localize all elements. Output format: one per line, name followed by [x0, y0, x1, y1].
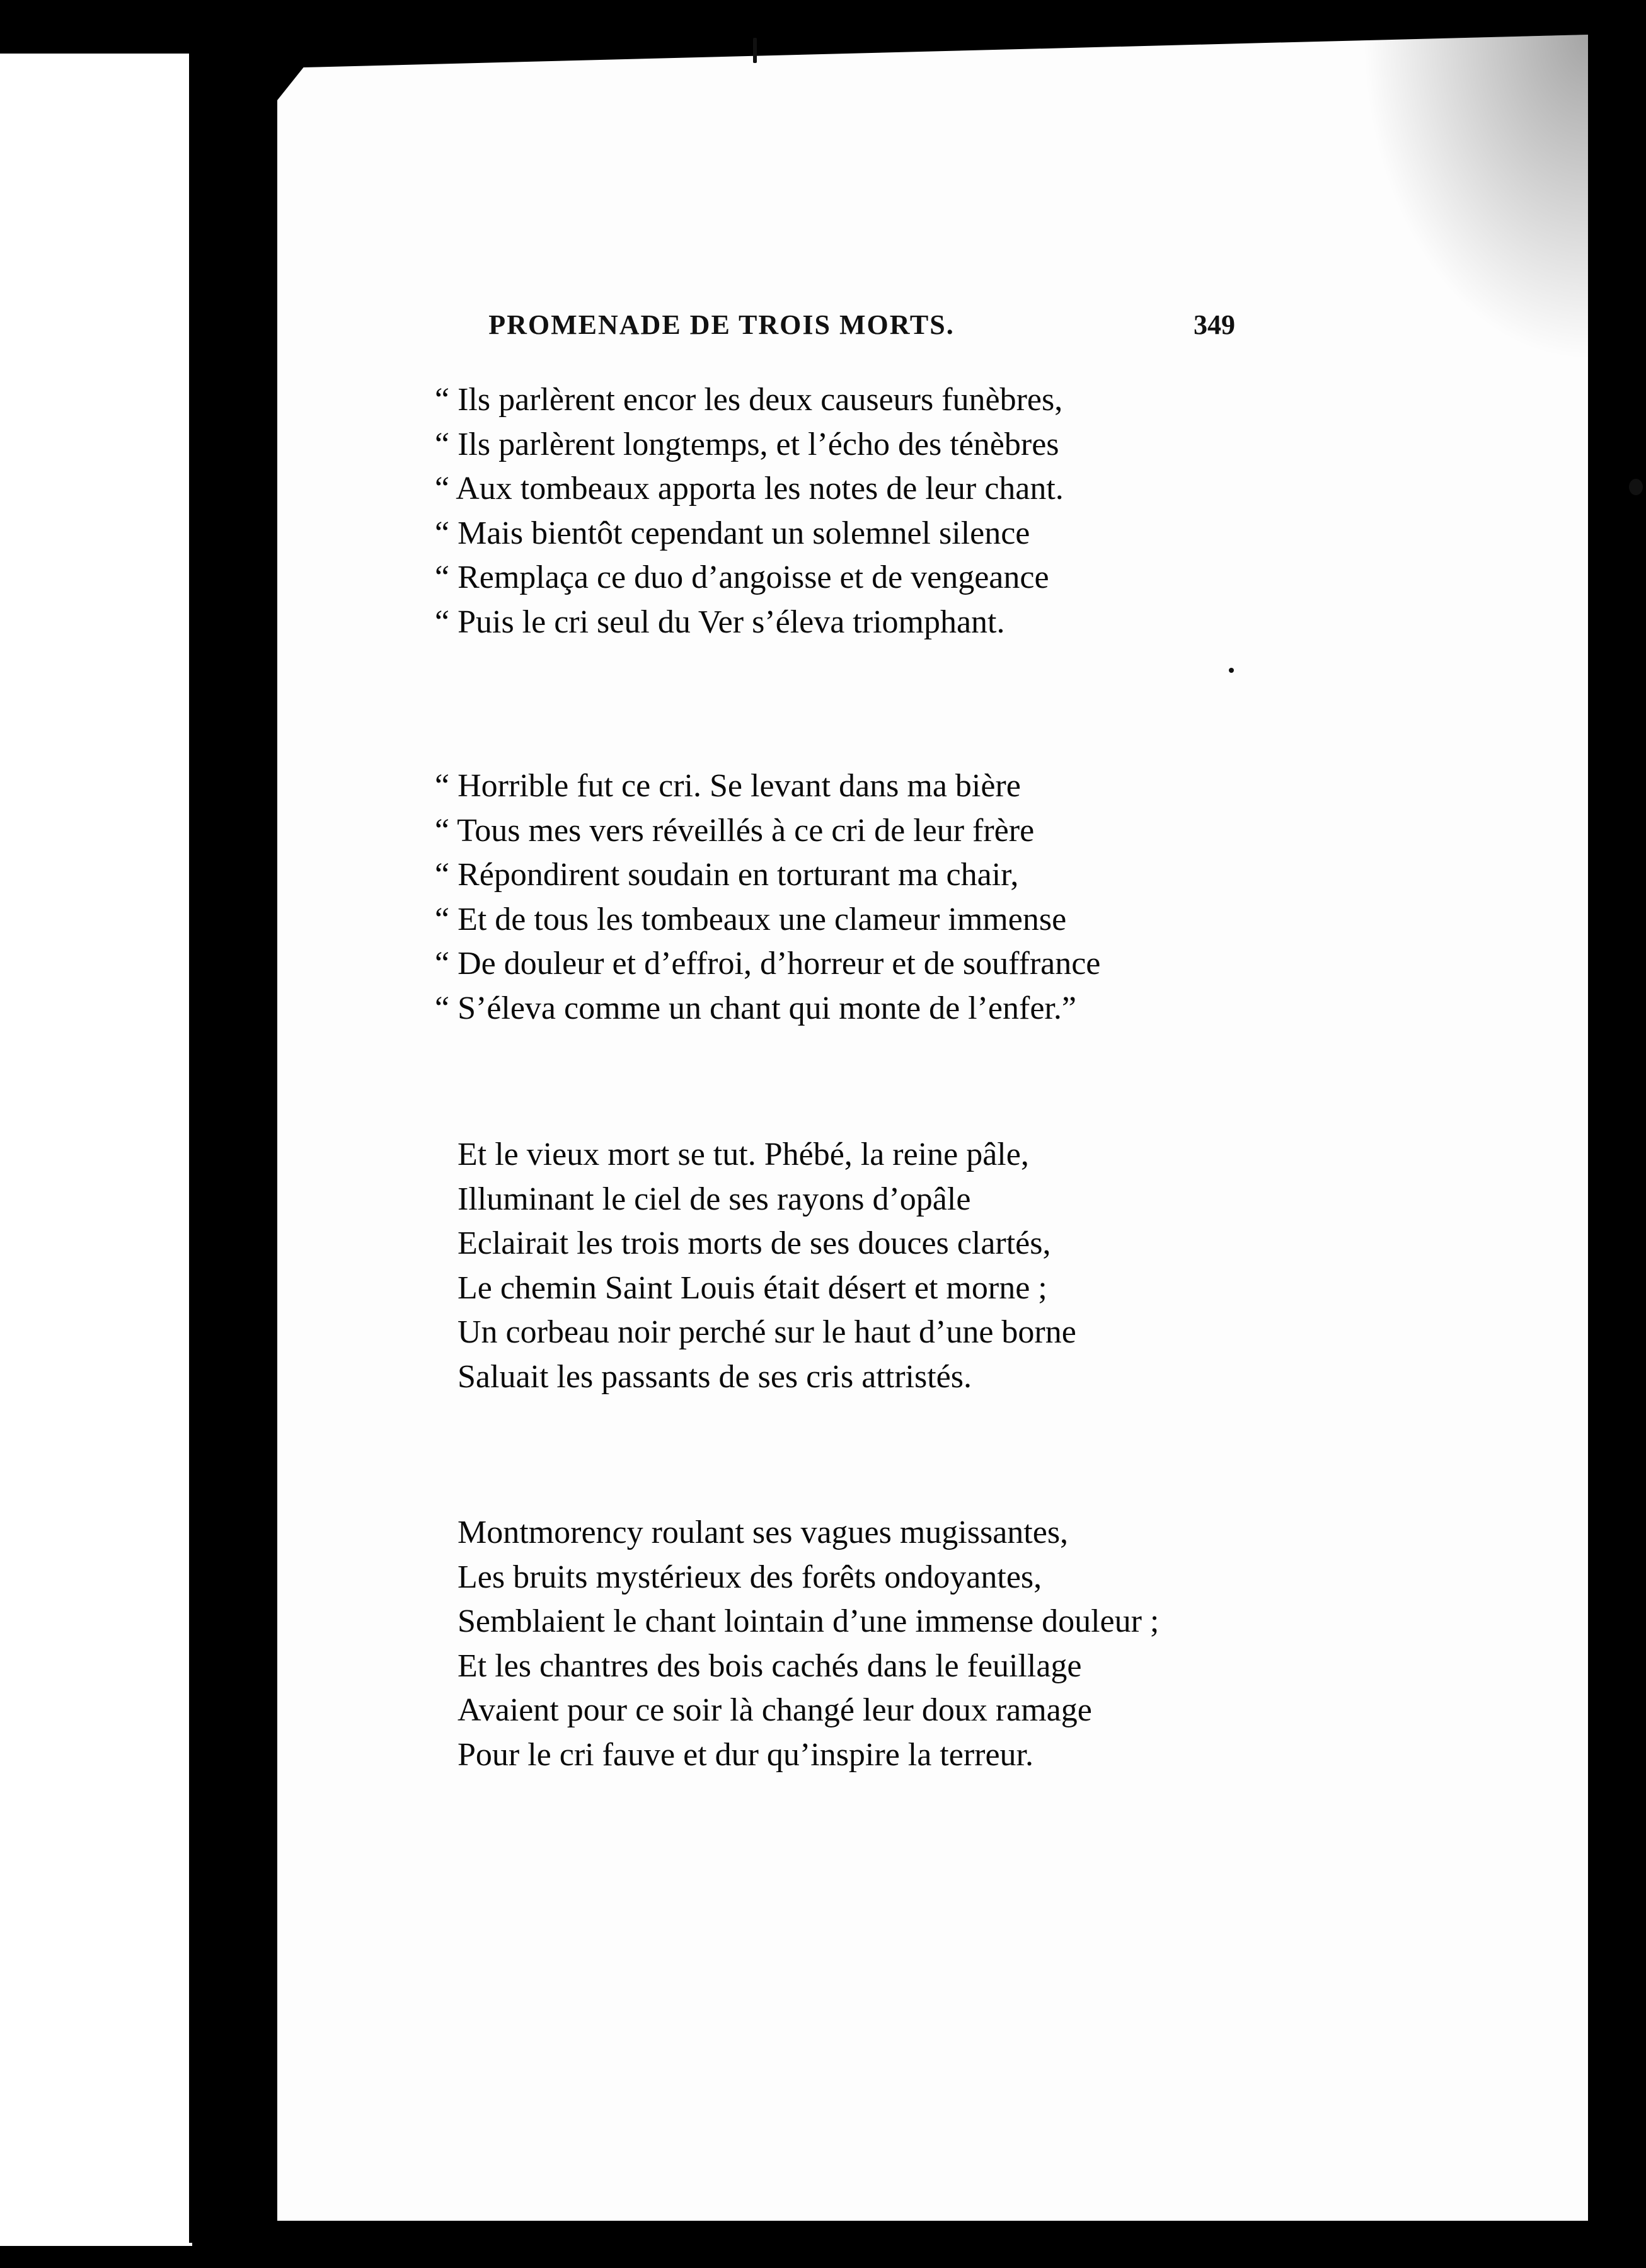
- ink-speck: [1629, 479, 1643, 495]
- stanza: [435, 378, 1064, 644]
- verse-line: “ Mais bientôt cependant un solemnel silence: [435, 515, 1030, 551]
- verse-line: “ Et de tous les tombeaux une clameur immense: [435, 901, 1067, 937]
- verse-line: “ Ils parlèrent longtemps, et l’écho des ténèbres: [435, 426, 1059, 462]
- verse-line: “ Horrible fut ce cri. Se levant dans ma bière: [435, 768, 1021, 804]
- stanza: [435, 764, 1100, 1031]
- verse-line: Pour le cri fauve et dur qu’inspire la terreur.: [458, 1736, 1033, 1773]
- stanza: [458, 1511, 1159, 1777]
- verse-line: Semblaient le chant lointain d’une immense douleur ;: [458, 1603, 1160, 1639]
- page-number: 349: [1194, 309, 1235, 340]
- ink-speck: [1229, 668, 1234, 673]
- verse-line: “ Aux tombeaux apporta les notes de leur chant.: [435, 471, 1064, 507]
- verse-line: “ Remplaça ce duo d’angoisse et de vengeance: [435, 559, 1049, 595]
- verse-line: “ Répondirent soudain en torturant ma chair,: [435, 857, 1019, 893]
- verse-line: Montmorency roulant ses vagues mugissantes,: [458, 1515, 1069, 1550]
- verse-line: Les bruits mystérieux des forêts ondoyantes,: [458, 1559, 1042, 1595]
- previous-page-edge: [0, 54, 192, 2246]
- verse-line: Et le vieux mort se tut. Phébé, la reine pâle,: [458, 1137, 1029, 1172]
- verse-line: “ Ils parlèrent encor les deux causeurs funèbres,: [435, 382, 1063, 418]
- verse-line: Illuminant le ciel de ses rayons d’opâle: [458, 1181, 971, 1217]
- verse-line: Et les chantres des bois cachés dans le feuillage: [458, 1647, 1082, 1684]
- binding-gutter: [189, 38, 290, 2243]
- verse-line: Eclairait les trois morts de ses douces clartés,: [458, 1225, 1051, 1261]
- running-title: PROMENADE DE TROIS MORTS.: [488, 309, 955, 340]
- verse-line: “ Tous mes vers réveillés à ce cri de leur frère: [435, 812, 1035, 849]
- binding-artifacts: [189, 38, 290, 2243]
- stanza: [458, 1133, 1076, 1399]
- book-page: [277, 35, 1588, 2221]
- verse-line: Avaient pour ce soir là changé leur doux ramage: [458, 1692, 1092, 1728]
- verse-line: “ Puis le cri seul du Ver s’éleva triomphant.: [435, 604, 1005, 640]
- verse-line: Saluait les passants de ses cris attristés.: [458, 1358, 972, 1395]
- page-corner-shadow: [1361, 35, 1588, 362]
- running-head: [334, 309, 1235, 346]
- verse-line: “ S’éleva comme un chant qui monte de l’enfer.”: [435, 990, 1076, 1026]
- ink-speck: [753, 38, 757, 63]
- verse-line: “ De douleur et d’effroi, d’horreur et de souffrance: [435, 946, 1101, 982]
- verse-line: Un corbeau noir perché sur le haut d’une borne: [458, 1314, 1076, 1350]
- verse-line: Le chemin Saint Louis était désert et morne ;: [458, 1269, 1047, 1306]
